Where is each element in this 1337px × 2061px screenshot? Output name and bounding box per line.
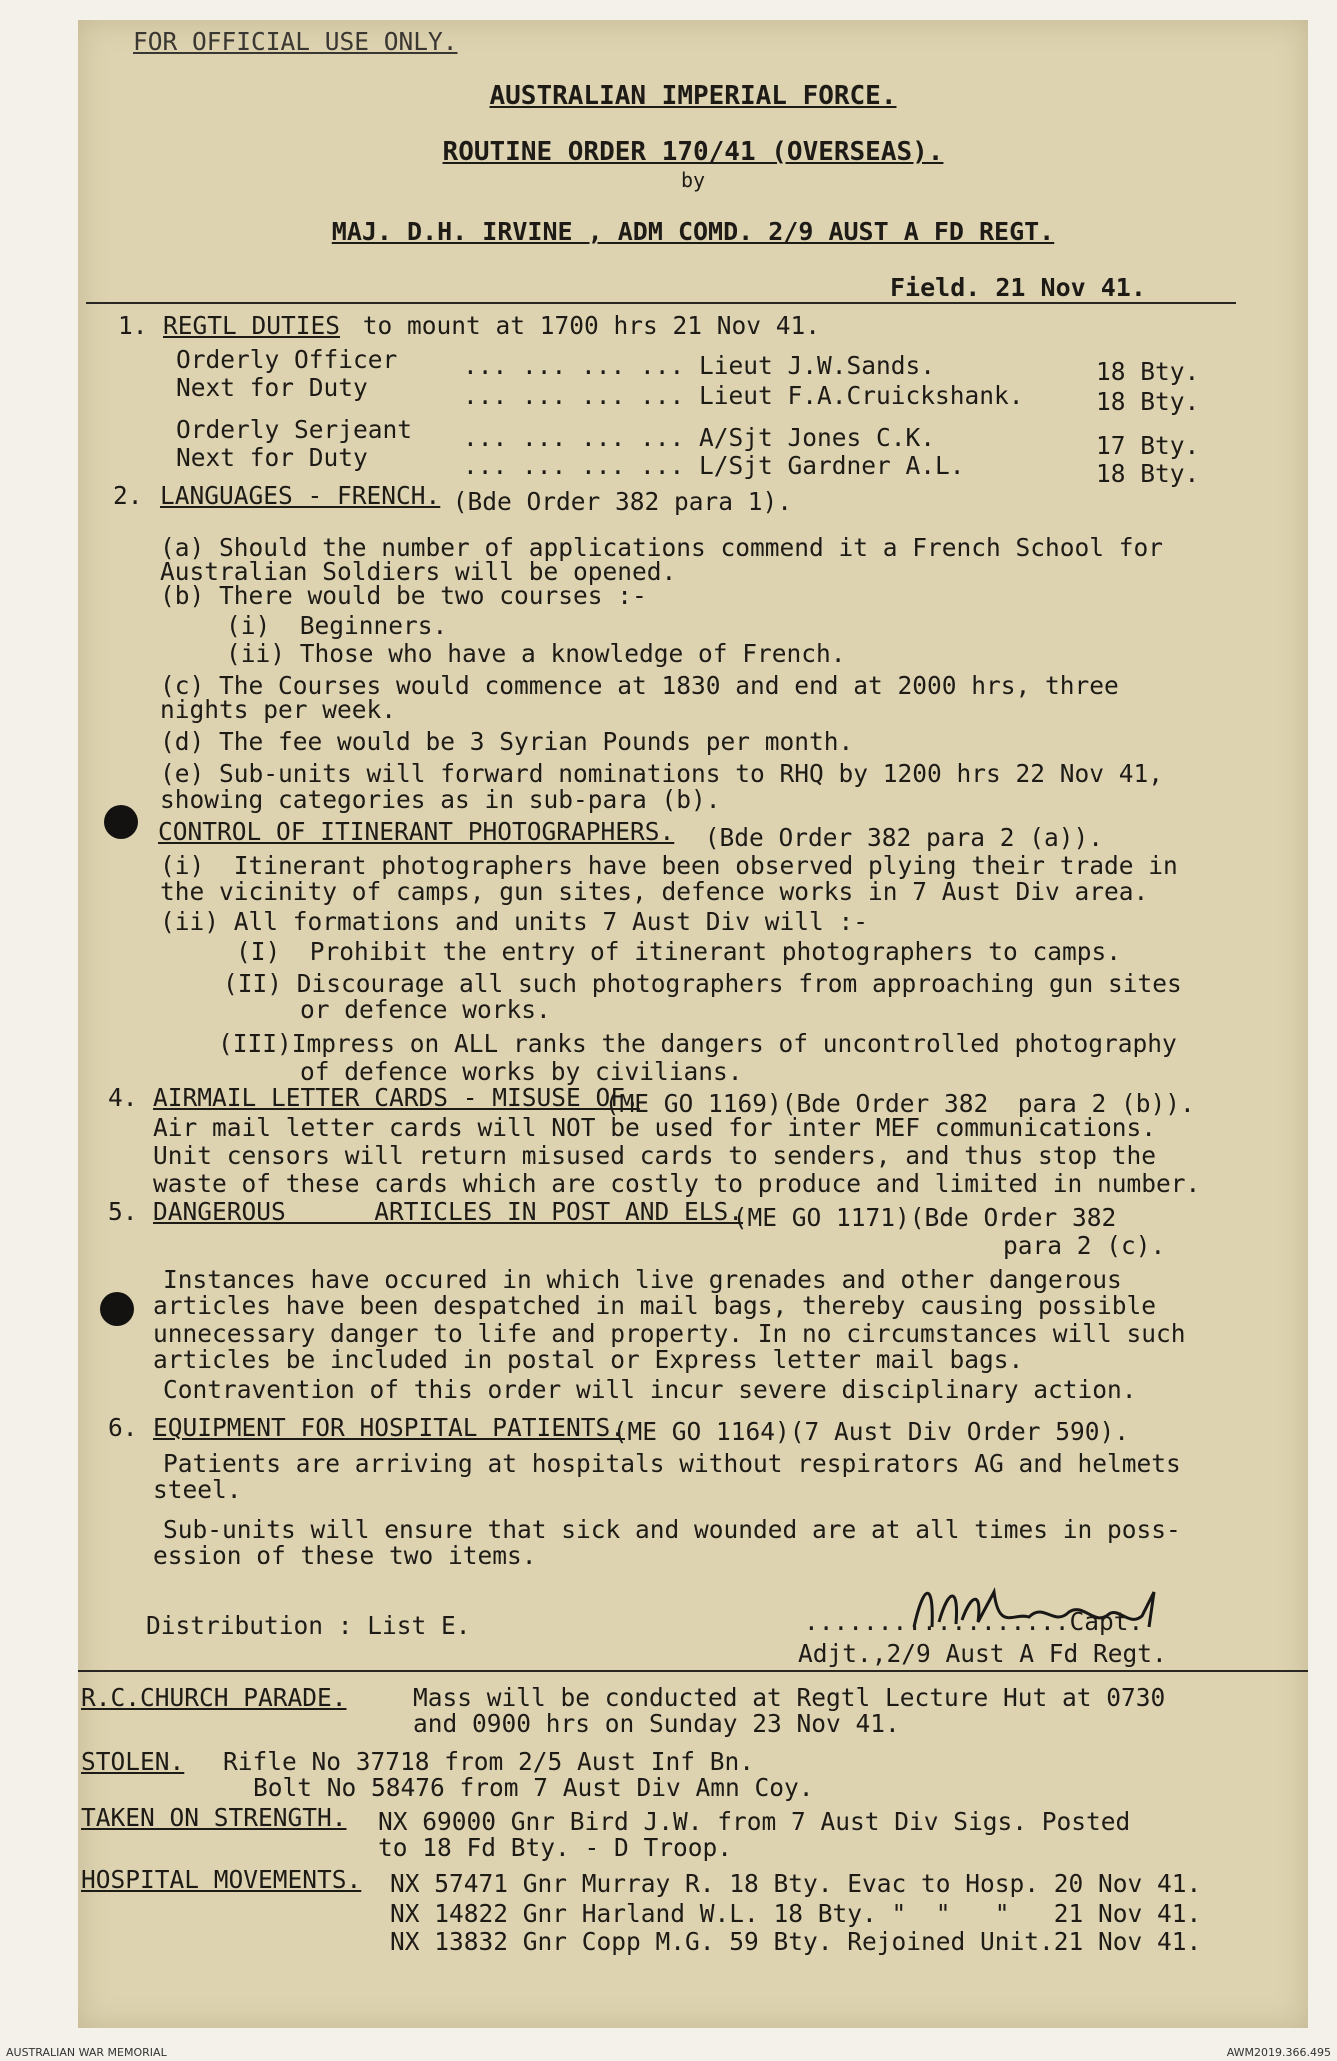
duty-role: Orderly Officer [176, 345, 398, 374]
item-3-line: (I) Prohibit the entry of itinerant photographers to camps. [236, 937, 1122, 966]
item-5-line: articles be included in postal or Express letter mail bags. [153, 1345, 1024, 1374]
duty-role: Next for Duty [176, 373, 368, 402]
item-2-reference: (Bde Order 382 para 1). [438, 487, 793, 516]
item-1-number: 1. [118, 311, 148, 340]
place-date: Field. 21 Nov 41. [890, 273, 1146, 302]
item-5-line: unnecessary danger to life and property. In no circumstances will such [153, 1319, 1186, 1348]
notice-line: NX 14822 Gnr Harland W.L. 18 Bty. " " " 21 Nov 41. [390, 1899, 1202, 1928]
archive-reference: AWM2019.366.495 [1226, 2046, 1331, 2059]
item-5-title: DANGEROUS ARTICLES IN POST AND ELS. [153, 1197, 744, 1226]
item-3-line: (i) Itinerant photographers have been observed plying their trade in [160, 851, 1178, 880]
item-4-reference: (ME GO 1169)(Bde Order 382 para 2 (b)). [590, 1089, 1195, 1118]
punch-hole [104, 805, 138, 839]
item-5-line: Contravention of this order will incur severe disciplinary action. [163, 1375, 1137, 1404]
item-3-line: the vicinity of camps, gun sites, defence works in 7 Aust Div area. [160, 877, 1149, 906]
duty-battery: 17 Bty. [1096, 431, 1200, 460]
item-4-title: AIRMAIL LETTER CARDS - MISUSE OF. [153, 1083, 640, 1112]
archive-credit: AUSTRALIAN WAR MEMORIAL [6, 2046, 167, 2059]
notice-line: NX 57471 Gnr Murray R. 18 Bty. Evac to Hosp. 20 Nov 41. [390, 1869, 1202, 1898]
item-3-line: of defence works by civilians. [300, 1057, 743, 1086]
item-2-line: (a) Should the number of applications commend it a French School for [160, 533, 1164, 562]
item-1-text: to mount at 1700 hrs 21 Nov 41. [348, 311, 821, 340]
item-5-line: Instances have occured in which live grenades and other dangerous [163, 1265, 1122, 1294]
duty-battery: 18 Bty. [1096, 387, 1200, 416]
notices-rule [78, 1670, 1308, 1672]
item-3-line: (III)Impress on ALL ranks the dangers of uncontrolled photography [218, 1029, 1177, 1058]
item-3-reference: (Bde Order 382 para 2 (a)). [690, 823, 1104, 852]
item-1-title: REGTL DUTIES [163, 311, 341, 340]
signature-dots-capt: ..................Capt. [804, 1607, 1144, 1636]
duty-name: ... ... ... ... Lieut J.W.Sands. [463, 351, 936, 380]
item-5-number: 5. [108, 1197, 138, 1226]
force-heading: AUSTRALIAN IMPERIAL FORCE. [489, 81, 897, 111]
item-5-line: articles have been despatched in mail bags, thereby causing possible [153, 1291, 1157, 1320]
official-use-stamp: FOR OFFICIAL USE ONLY. [133, 27, 458, 56]
item-2-number: 2. [113, 481, 143, 510]
notice-line: to 18 Fd Bty. - D Troop. [378, 1833, 733, 1862]
item-5-reference-cont: para 2 (c). [1003, 1231, 1166, 1260]
item-2-line: (e) Sub-units will forward nominations to RHQ by 1200 hrs 22 Nov 41, [160, 759, 1164, 788]
adjutant-title: Adjt.,2/9 Aust A Fd Regt. [798, 1639, 1167, 1668]
item-6-line: steel. [153, 1475, 242, 1504]
item-2-line: (ii) Those who have a knowledge of French. [226, 639, 846, 668]
duty-role: Next for Duty [176, 443, 368, 472]
item-3-line: or defence works. [300, 995, 551, 1024]
duty-battery: 18 Bty. [1096, 459, 1200, 488]
item-4-number: 4. [108, 1083, 138, 1112]
item-6-line: Patients are arriving at hospitals without respirators AG and helmets [163, 1449, 1181, 1478]
item-4-line: Unit censors will return misused cards to senders, and thus stop the [153, 1141, 1157, 1170]
notice-line: and 0900 hrs on Sunday 23 Nov 41. [413, 1709, 900, 1738]
duty-battery: 18 Bty. [1096, 357, 1200, 386]
item-2-line: (d) The fee would be 3 Syrian Pounds per month. [160, 727, 854, 756]
distribution-line: Distribution : List E. [146, 1611, 471, 1640]
duty-name: ... ... ... ... A/Sjt Jones C.K. [463, 423, 936, 452]
commander-heading: MAJ. D.H. IRVINE , ADM COMD. 2/9 AUST A FD REGT. [331, 217, 1055, 246]
item-3-title: CONTROL OF ITINERANT PHOTOGRAPHERS. [158, 817, 675, 846]
item-4-line: waste of these cards which are costly to produce and limited in number. [153, 1169, 1201, 1198]
notice-label: R.C.CHURCH PARADE. [81, 1683, 347, 1712]
item-3-line: (II) Discourage all such photographers from approaching gun sites [223, 969, 1182, 998]
notice-line: NX 69000 Gnr Bird J.W. from 7 Aust Div Sigs. Posted [378, 1807, 1131, 1836]
item-2-line: Australian Soldiers will be opened. [160, 557, 677, 586]
item-3-line: (ii) All formations and units 7 Aust Div will :- [160, 907, 869, 936]
notice-line: Rifle No 37718 from 2/5 Aust Inf Bn. [223, 1747, 755, 1776]
item-2-line: (c) The Courses would commence at 1830 and end at 2000 hrs, three [160, 671, 1119, 700]
notice-label: TAKEN ON STRENGTH. [81, 1803, 347, 1832]
item-6-line: ession of these two items. [153, 1541, 537, 1570]
item-4-line: Air mail letter cards will NOT be used for inter MEF communications. [153, 1113, 1157, 1142]
by-line: by [680, 168, 706, 192]
item-6-line: Sub-units will ensure that sick and wounded are at all times in poss- [163, 1515, 1181, 1544]
notice-line: NX 13832 Gnr Copp M.G. 59 Bty. Rejoined Unit.21 Nov 41. [390, 1927, 1202, 1956]
document-page [78, 20, 1308, 2028]
notice-label: HOSPITAL MOVEMENTS. [81, 1865, 362, 1894]
item-5-reference: (ME GO 1171)(Bde Order 382 [718, 1203, 1117, 1232]
notice-line: Bolt No 58476 from 7 Aust Div Amn Coy. [253, 1773, 814, 1802]
item-2-line: (b) There would be two courses :- [160, 581, 647, 610]
item-2-line: nights per week. [160, 695, 397, 724]
item-2-line: showing categories as in sub-para (b). [160, 785, 721, 814]
header-rule [86, 302, 1236, 304]
item-6-reference: (ME GO 1164)(7 Aust Div Order 590). [598, 1417, 1130, 1446]
order-heading: ROUTINE ORDER 170/41 (OVERSEAS). [442, 137, 944, 167]
item-6-title: EQUIPMENT FOR HOSPITAL PATIENTS. [153, 1413, 626, 1442]
notice-label: STOLEN. [81, 1747, 185, 1776]
punch-hole [100, 1292, 134, 1326]
duty-name: ... ... ... ... L/Sjt Gardner A.L. [463, 451, 965, 480]
item-2-line: (i) Beginners. [226, 611, 448, 640]
duty-role: Orderly Serjeant [176, 415, 413, 444]
item-6-number: 6. [108, 1413, 138, 1442]
duty-name: ... ... ... ... Lieut F.A.Cruickshank. [463, 381, 1024, 410]
item-2-title: LANGUAGES - FRENCH. [160, 481, 441, 510]
notice-line: Mass will be conducted at Regtl Lecture Hut at 0730 [413, 1683, 1166, 1712]
